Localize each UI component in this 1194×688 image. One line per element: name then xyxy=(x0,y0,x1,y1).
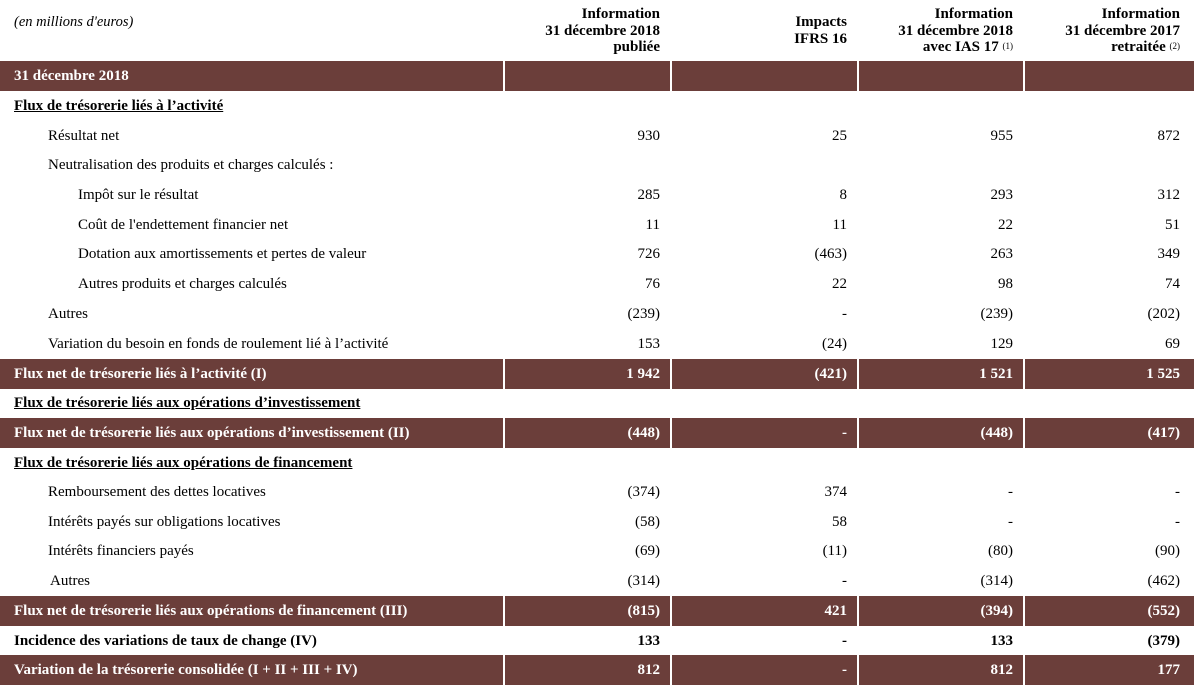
footnote-ref-1: (1) xyxy=(1002,41,1013,51)
footnote-ref-2: (2) xyxy=(1169,41,1180,51)
table-row: Intérêts financiers payés (69) (11) (80) (90) xyxy=(48,543,1180,559)
table-row: Coût de l'endettement financier net 11 11 22 51 xyxy=(78,217,1180,233)
period-band xyxy=(0,61,1194,91)
table-row: Dotation aux amortissements et pertes de valeur 726 (463) 263 349 xyxy=(78,246,1180,262)
period-label: 31 décembre 2018 xyxy=(14,68,129,84)
units-note: (en millions d'euros) xyxy=(14,14,134,30)
total-row-operating: Flux net de trésorerie liés à l’activité (I) 1 942 (421) 1 521 1 525 xyxy=(0,359,1194,389)
header-col-ifrs16: Impacts IFRS 16 xyxy=(794,14,847,47)
header-col-published: Information 31 décembre 2018 publiée xyxy=(545,6,660,55)
fx-impact-row: Incidence des variations de taux de change (IV) 133 - 133 (379) xyxy=(14,633,1180,649)
total-row-financing: Flux net de trésorerie liés aux opérations de financement (III) (815) 421 (394) (552) xyxy=(0,596,1194,626)
table-row: Autres (314) - (314) (462) xyxy=(50,573,1180,589)
header-col-ias17: Information 31 décembre 2018 avec IAS 17 $^{(1)}$ xyxy=(898,6,1013,55)
table-row: Autres produits et charges calculés 76 22 98 74 xyxy=(78,276,1180,292)
header-col-restated: Information 31 décembre 2017 retraitée $^{(2)}$ xyxy=(1065,6,1180,55)
table-row: Intérêts payés sur obligations locatives (58) 58 - - xyxy=(48,514,1180,530)
table-row: Variation du besoin en fonds de roulement lié à l’activité 153 (24) 129 69 xyxy=(48,336,1180,352)
section-heading-operating: Flux de trésorerie liés à l’activité xyxy=(14,98,224,114)
table-row: Remboursement des dettes locatives (374) 374 - - xyxy=(48,484,1180,500)
section-heading-financing: Flux de trésorerie liés aux opérations de financement xyxy=(14,455,353,471)
section-heading-investing: Flux de trésorerie liés aux opérations d’investissement xyxy=(14,395,361,411)
table-row: Autres (239) - (239) (202) xyxy=(48,306,1180,322)
table-row: Impôt sur le résultat 285 8 293 312 xyxy=(78,187,1180,203)
total-row-investing: Flux net de trésorerie liés aux opérations d’investissement (II) (448) - (448) (417) xyxy=(0,418,1194,448)
table-row: Résultat net 930 25 955 872 xyxy=(48,128,1180,144)
total-row-cash-change: Variation de la trésorerie consolidée (I + II + III + IV) 812 - 812 177 xyxy=(0,655,1194,685)
table-row: Neutralisation des produits et charges calculés : xyxy=(48,157,334,173)
